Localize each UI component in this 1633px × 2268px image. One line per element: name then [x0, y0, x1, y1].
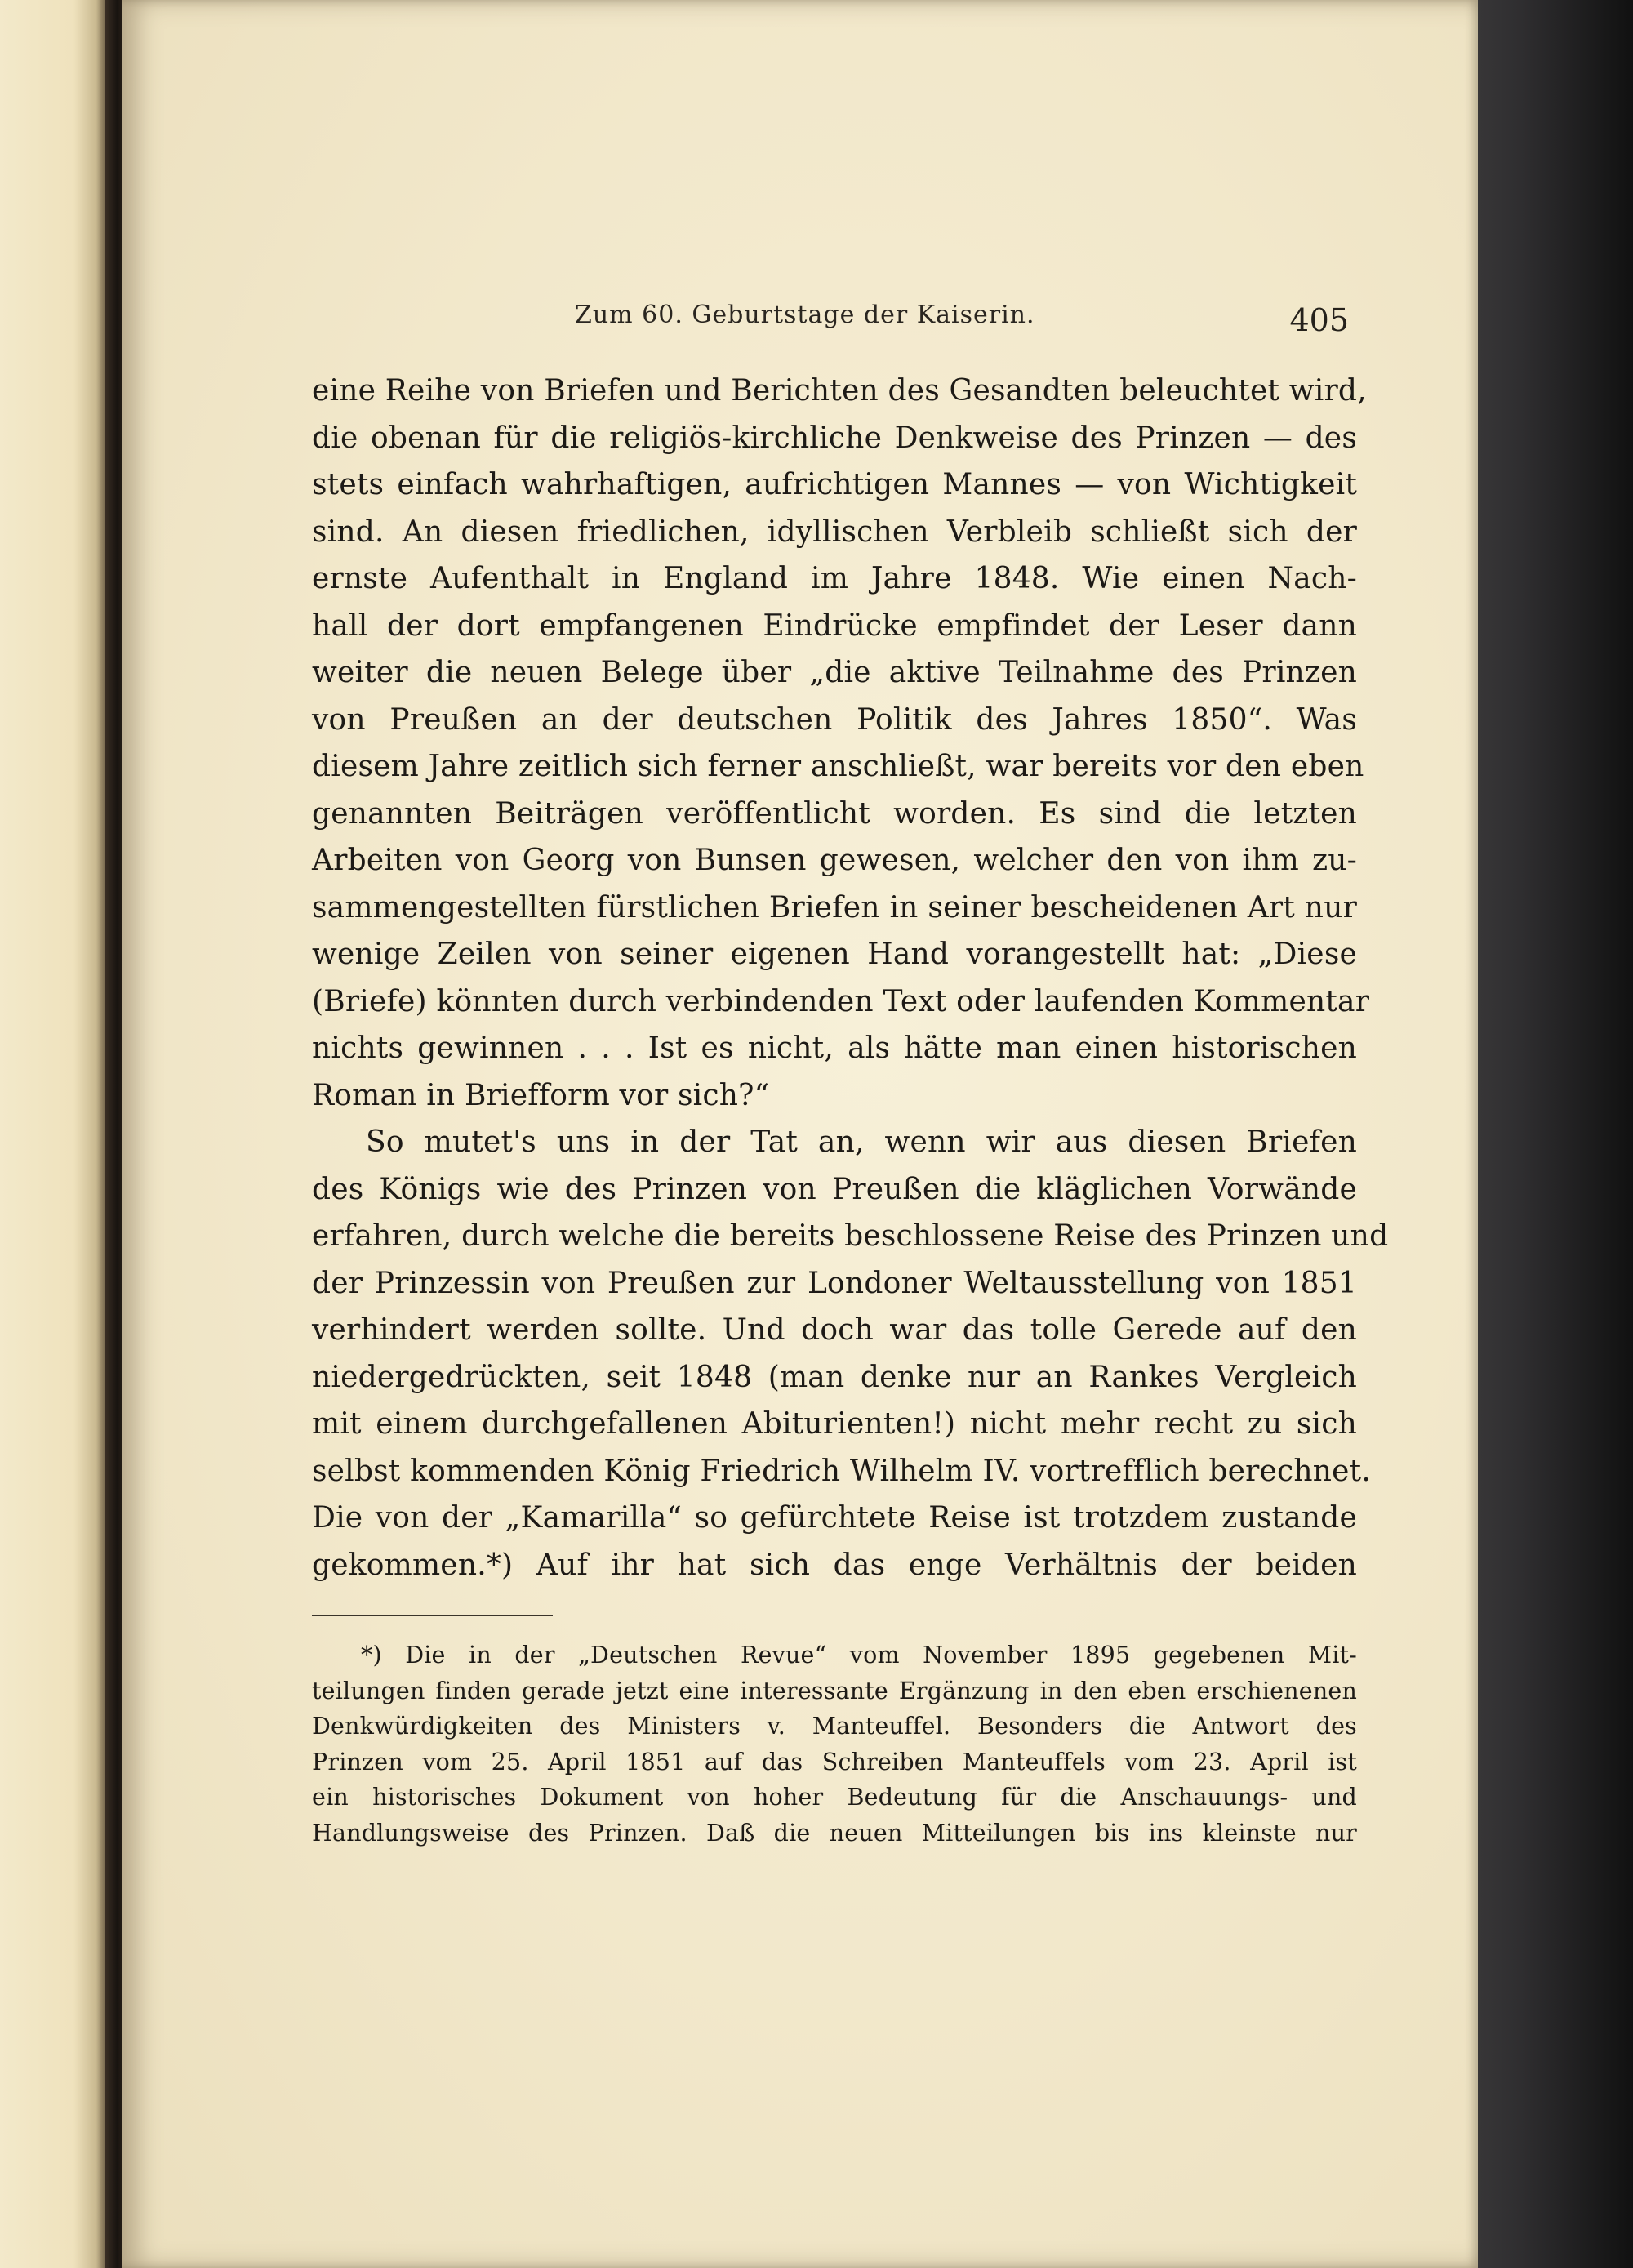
body-text	[312, 368, 1389, 1588]
text-line: ernste Aufenthalt in England im Jahre 1848. Wie einen Nach-	[312, 562, 1357, 595]
page-number: 405	[1289, 302, 1349, 338]
text-line: wenige Zeilen von seiner eigenen Hand vorangestellt hat: „Diese	[312, 938, 1357, 971]
footnote	[312, 1638, 1357, 1851]
text-line: Roman in Briefform vor sich?“	[312, 1078, 770, 1112]
footnote-line: ein historisches Dokument von hoher Bedeutung für die Anschauungs- und	[312, 1784, 1357, 1811]
book-page	[122, 0, 1478, 2268]
running-head: Zum 60. Geburtstage der Kaiserin.	[575, 301, 1035, 329]
text-line: stets einfach wahrhaftigen, aufrichtigen Mannes — von Wichtigkeit	[312, 468, 1357, 501]
text-line: mit einem durchgefallenen Abiturienten!) nicht mehr recht zu sich	[312, 1407, 1357, 1441]
text-line: hall der dort empfangenen Eindrücke empfindet der Leser dann	[312, 608, 1357, 643]
text-line: der Prinzessin von Preußen zur Londoner Weltausstellung von 1851	[312, 1266, 1357, 1300]
text-line: diesem Jahre zeitlich sich ferner anschließt, war bereits vor den eben	[312, 750, 1364, 783]
text-line: die obenan für die religiös-kirchliche Denkweise des Prinzen — des	[312, 421, 1357, 455]
footnote-line: teilungen finden gerade jetzt eine interessante Ergänzung in den eben erschienenen	[312, 1677, 1357, 1704]
text-line: selbst kommenden König Friedrich Wilhelm IV. vortrefflich berechnet.	[312, 1454, 1371, 1488]
text-line: des Königs wie des Prinzen von Preußen die kläglichen Vorwände	[312, 1172, 1357, 1206]
text-line: nichts gewinnen . . . Ist es nicht, als hätte man einen historischen	[312, 1032, 1357, 1065]
text-line: genannten Beiträgen veröffentlicht worden. Es sind die letzten	[312, 796, 1357, 831]
footnote-line: Handlungsweise des Prinzen. Daß die neuen Mitteilungen bis ins kleinste nur	[312, 1819, 1357, 1847]
text-line: sammengestellten fürstlichen Briefen in seiner bescheidenen Art nur	[312, 890, 1357, 925]
left-page-edge	[0, 0, 106, 2268]
text-line: So mutet's uns in der Tat an, wenn wir aus diesen Briefen	[366, 1125, 1357, 1159]
text-line: (Briefe) könnten durch verbindenden Text oder laufenden Kommentar	[312, 984, 1370, 1018]
footnote-line: Prinzen vom 25. April 1851 auf das Schreiben Manteuffels vom 23. April ist	[312, 1748, 1357, 1776]
footnote-line: Denkwürdigkeiten des Ministers v. Manteuffel. Besonders die Antwort des	[312, 1713, 1357, 1740]
text-line: eine Reihe von Briefen und Berichten des Gesandten beleuchtet wird,	[312, 374, 1367, 408]
page-header	[312, 301, 1357, 358]
text-line: Die von der „Kamarilla“ so gefürchtete Reise ist trotzdem zustande	[312, 1501, 1357, 1535]
text-line: erfahren, durch welche die bereits beschlossene Reise des Prinzen und	[312, 1219, 1389, 1253]
footnote-line: *) Die in der „Deutschen Revue“ vom November 1895 gegebenen Mit-	[361, 1642, 1357, 1669]
page-content	[312, 301, 1389, 1851]
text-line: von Preußen an der deutschen Politik des Jahres 1850“. Was	[312, 702, 1357, 737]
text-line: niedergedrückten, seit 1848 (man denke nur an Rankes Vergleich	[312, 1360, 1357, 1394]
text-line: gekommen.*) Auf ihr hat sich das enge Verhältnis der beiden	[312, 1548, 1357, 1582]
text-line: sind. An diesen friedlichen, idyllischen Verbleib schließt sich der	[312, 515, 1357, 549]
footnote-rule	[312, 1615, 553, 1616]
text-line: verhindert werden sollte. Und doch war das tolle Gerede auf den	[312, 1313, 1357, 1347]
text-line: Arbeiten von Georg von Bunsen gewesen, welcher den von ihm zu-	[312, 844, 1357, 877]
text-line: weiter die neuen Belege über „die aktive Teilnahme des Prinzen	[312, 656, 1357, 689]
